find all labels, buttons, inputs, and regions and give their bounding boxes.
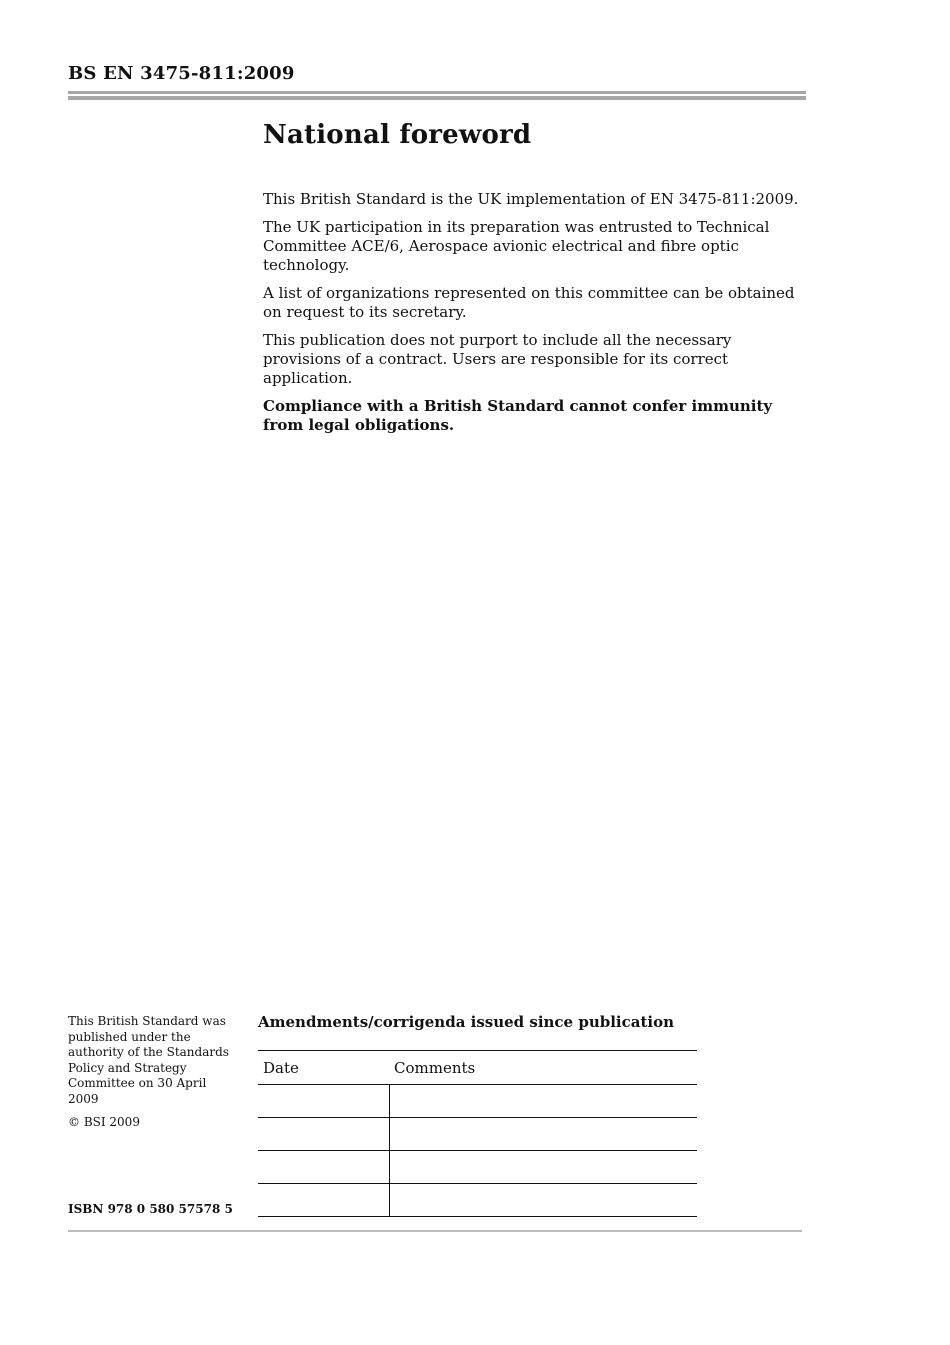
- standard-code: BS EN 3475-811:2009: [68, 63, 295, 84]
- comments-cell: [389, 1184, 697, 1217]
- date-cell: [258, 1184, 389, 1217]
- foreword-body: [263, 190, 803, 444]
- column-header-date: Date: [258, 1051, 389, 1085]
- table-row: [258, 1151, 697, 1184]
- amendments-title: Amendments/corrigenda issued since publication: [258, 1013, 674, 1031]
- table-row: [258, 1085, 697, 1118]
- comments-cell: [389, 1118, 697, 1151]
- publication-note: This British Standard was published under the authority of the Standards Policy and Strategy Committee on 30 April 2009: [68, 1014, 229, 1106]
- header-rule-top: [68, 91, 806, 94]
- table-row: [258, 1118, 697, 1151]
- table-row: [258, 1184, 697, 1217]
- table-header-row: [258, 1051, 697, 1085]
- publication-sidebar: [68, 1014, 233, 1131]
- footer-rule: [68, 1230, 802, 1232]
- column-header-comments: Comments: [389, 1051, 697, 1085]
- comments-cell: [389, 1085, 697, 1118]
- header-rule-bottom: [68, 96, 806, 100]
- comments-cell: [389, 1151, 697, 1184]
- date-cell: [258, 1118, 389, 1151]
- foreword-paragraph: A list of organizations represented on this committee can be obtained on request to its secretary.: [263, 284, 795, 321]
- page-title: National foreword: [263, 120, 532, 150]
- copyright-notice: © BSI 2009: [68, 1115, 140, 1129]
- foreword-paragraph: This publication does not purport to include all the necessary provisions of a contract. Users are responsible for its correct application.: [263, 331, 732, 387]
- foreword-paragraph: This British Standard is the UK implementation of EN 3475-811:2009.: [263, 190, 799, 208]
- date-cell: [258, 1085, 389, 1118]
- compliance-statement: Compliance with a British Standard cannot confer immunity from legal obligations.: [263, 397, 773, 434]
- foreword-paragraph: The UK participation in its preparation was entrusted to Technical Committee ACE/6, Aerospace avionic electrical and fibre optic technology.: [263, 218, 770, 274]
- isbn: ISBN 978 0 580 57578 5: [68, 1202, 233, 1216]
- date-cell: [258, 1151, 389, 1184]
- amendments-table: [258, 1050, 697, 1217]
